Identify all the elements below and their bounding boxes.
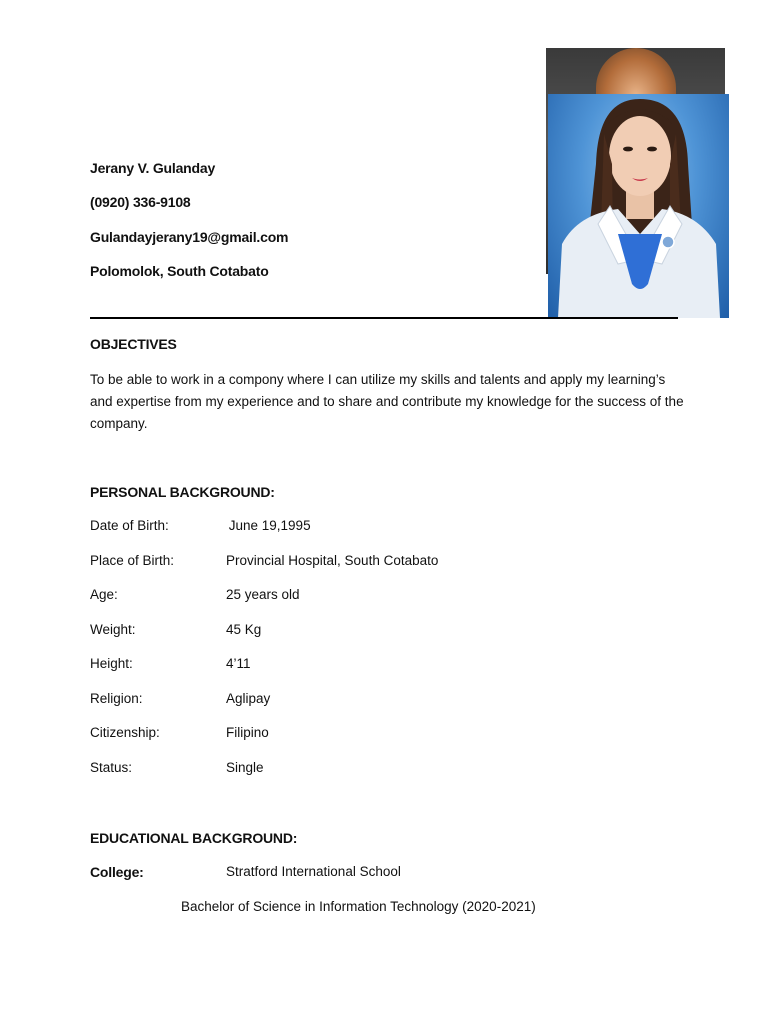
weight-value: 45 Kg [226, 622, 262, 637]
profile-photo [548, 94, 729, 318]
status-value: Single [226, 760, 264, 775]
college-course: Bachelor of Science in Information Technology (2020-2021) [181, 899, 536, 914]
citizenship-label: Citizenship: [90, 725, 160, 740]
dob-value: June 19,1995 [225, 518, 311, 533]
personal-background-heading: PERSONAL BACKGROUND: [90, 484, 275, 500]
religion-value: Aglipay [226, 691, 271, 706]
height-value: 4’11 [226, 656, 251, 671]
religion-label: Religion: [90, 691, 143, 706]
home-address: Polomolok, South Cotabato [90, 263, 269, 279]
age-value: 25 years old [226, 587, 300, 602]
educational-background-heading: EDUCATIONAL BACKGROUND: [90, 830, 298, 846]
header-divider [90, 317, 678, 319]
status-label: Status: [90, 760, 133, 775]
height-label: Height: [90, 656, 133, 671]
college-school: Stratford International School [226, 864, 401, 879]
pob-value: Provincial Hospital, South Cotabato [226, 553, 439, 568]
age-label: Age: [90, 587, 118, 602]
pob-label: Place of Birth: [90, 553, 175, 568]
college-label: College: [90, 864, 144, 880]
phone-number: (0920) 336-9108 [90, 194, 191, 210]
citizenship-value: Filipino [226, 725, 269, 740]
weight-label: Weight: [90, 622, 136, 637]
dob-label: Date of Birth: [90, 518, 169, 533]
applicant-name: Jerany V. Gulanday [90, 160, 216, 176]
objectives-text: To be able to work in a compony where I can utilize my skills and talents and apply my learning’s and expertise from my experience and to share and contribute my knowledge for the success of the company. [90, 372, 684, 431]
objectives-heading: OBJECTIVES [90, 336, 177, 352]
email-address: Gulandayjerany19@gmail.com [90, 229, 289, 245]
